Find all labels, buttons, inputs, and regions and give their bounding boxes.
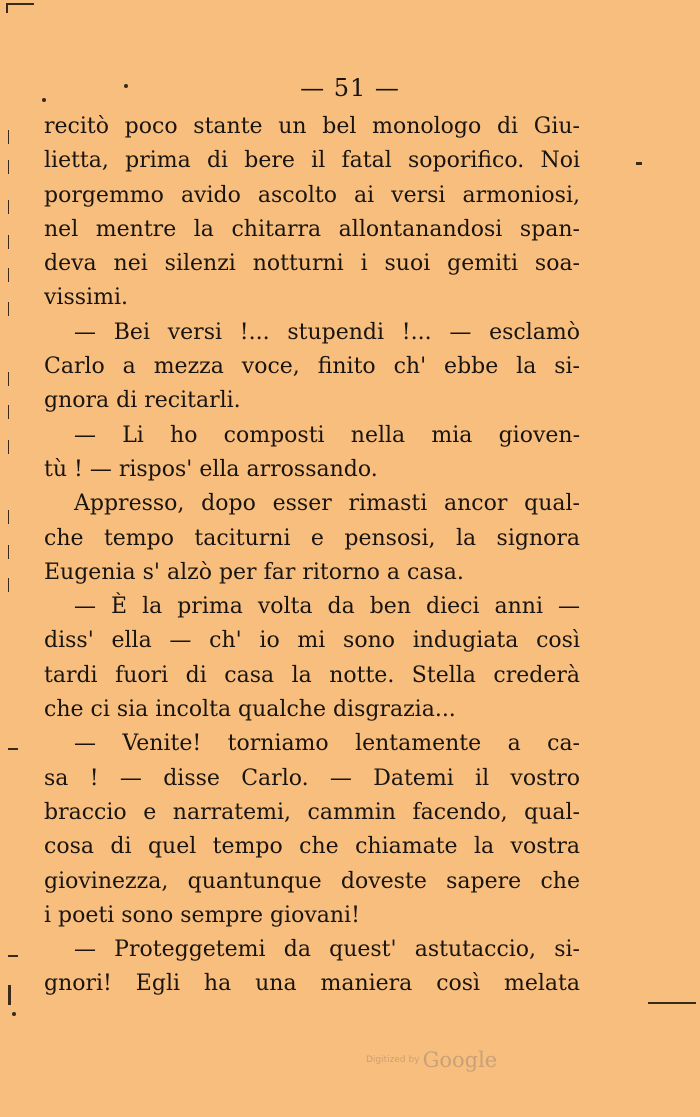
margin-speck xyxy=(8,955,18,957)
margin-speck xyxy=(8,200,9,214)
text-line: — Proteggetemi da quest' astutaccio, si- xyxy=(74,937,580,963)
corner-mark-horizontal xyxy=(6,3,34,5)
margin-speck xyxy=(8,160,9,174)
text-line: porgemmo avido ascolto ai versi armoniosi, xyxy=(44,182,580,208)
margin-speck xyxy=(12,1012,16,1016)
margin-speck xyxy=(8,130,9,144)
margin-speck xyxy=(636,162,642,165)
right-margin-rule xyxy=(648,1002,696,1004)
text-line: che tempo taciturni e pensosi, la signora xyxy=(44,525,580,551)
text-line: Eugenia s' alzò per far ritorno a casa. xyxy=(44,559,464,585)
corner-mark-vertical xyxy=(6,3,8,13)
margin-speck xyxy=(124,84,128,88)
margin-speck xyxy=(8,405,9,419)
text-line: tardi fuori di casa la notte. Stella crederà xyxy=(44,662,580,688)
text-line: — Venite! torniamo lentamente a ca- xyxy=(74,731,580,757)
margin-speck xyxy=(8,235,9,249)
text-line: recitò poco stante un bel monologo di Giu- xyxy=(44,114,580,139)
text-line: cosa di quel tempo che chiamate la vostra xyxy=(44,834,580,860)
text-line: gnora di recitarli. xyxy=(44,388,241,414)
text-line: braccio e narratemi, cammin facendo, qual- xyxy=(44,799,580,825)
margin-speck xyxy=(8,985,11,1005)
text-line: lietta, prima di bere il fatal soporifico. Noi xyxy=(44,148,580,174)
margin-speck xyxy=(8,302,9,316)
margin-speck xyxy=(8,440,9,454)
body-text xyxy=(44,110,580,1002)
margin-speck xyxy=(8,748,18,750)
text-line: tù ! — rispos' ella arrossando. xyxy=(44,456,378,482)
text-line: diss' ella — ch' io mi sono indugiata così xyxy=(44,628,580,654)
text-line: sa ! — disse Carlo. — Datemi il vostro xyxy=(44,765,580,791)
text-line: deva nei silenzi notturni i suoi gemiti soa- xyxy=(44,251,580,277)
text-line: Carlo a mezza voce, finito ch' ebbe la si- xyxy=(44,354,580,380)
margin-speck xyxy=(8,510,9,524)
watermark-small-text: Digitized by xyxy=(366,1055,420,1065)
page-number: — 51 — xyxy=(300,74,400,102)
text-line: giovinezza, quantunque doveste sapere che xyxy=(44,868,580,894)
text-line: vissimi. xyxy=(44,285,128,311)
text-line: che ci sia incolta qualche disgrazia... xyxy=(44,697,456,723)
text-line: — Bei versi !... stupendi !... — esclamò xyxy=(74,319,580,345)
margin-speck xyxy=(8,545,9,559)
margin-speck xyxy=(8,372,9,386)
text-line: gnori! Egli ha una maniera così melata xyxy=(44,971,580,997)
text-line: Appresso, dopo esser rimasti ancor qual- xyxy=(74,491,580,517)
margin-speck xyxy=(8,268,9,282)
google-logo: Google xyxy=(422,1048,498,1072)
text-line: i poeti sono sempre giovani! xyxy=(44,902,360,928)
digitized-watermark xyxy=(366,1048,497,1072)
margin-speck xyxy=(8,578,9,592)
text-line: — È la prima volta da ben dieci anni — xyxy=(74,594,580,620)
text-line: — Li ho composti nella mia gioven- xyxy=(74,422,580,448)
text-line: nel mentre la chitarra allontanandosi span- xyxy=(44,216,580,242)
margin-speck xyxy=(42,98,46,102)
